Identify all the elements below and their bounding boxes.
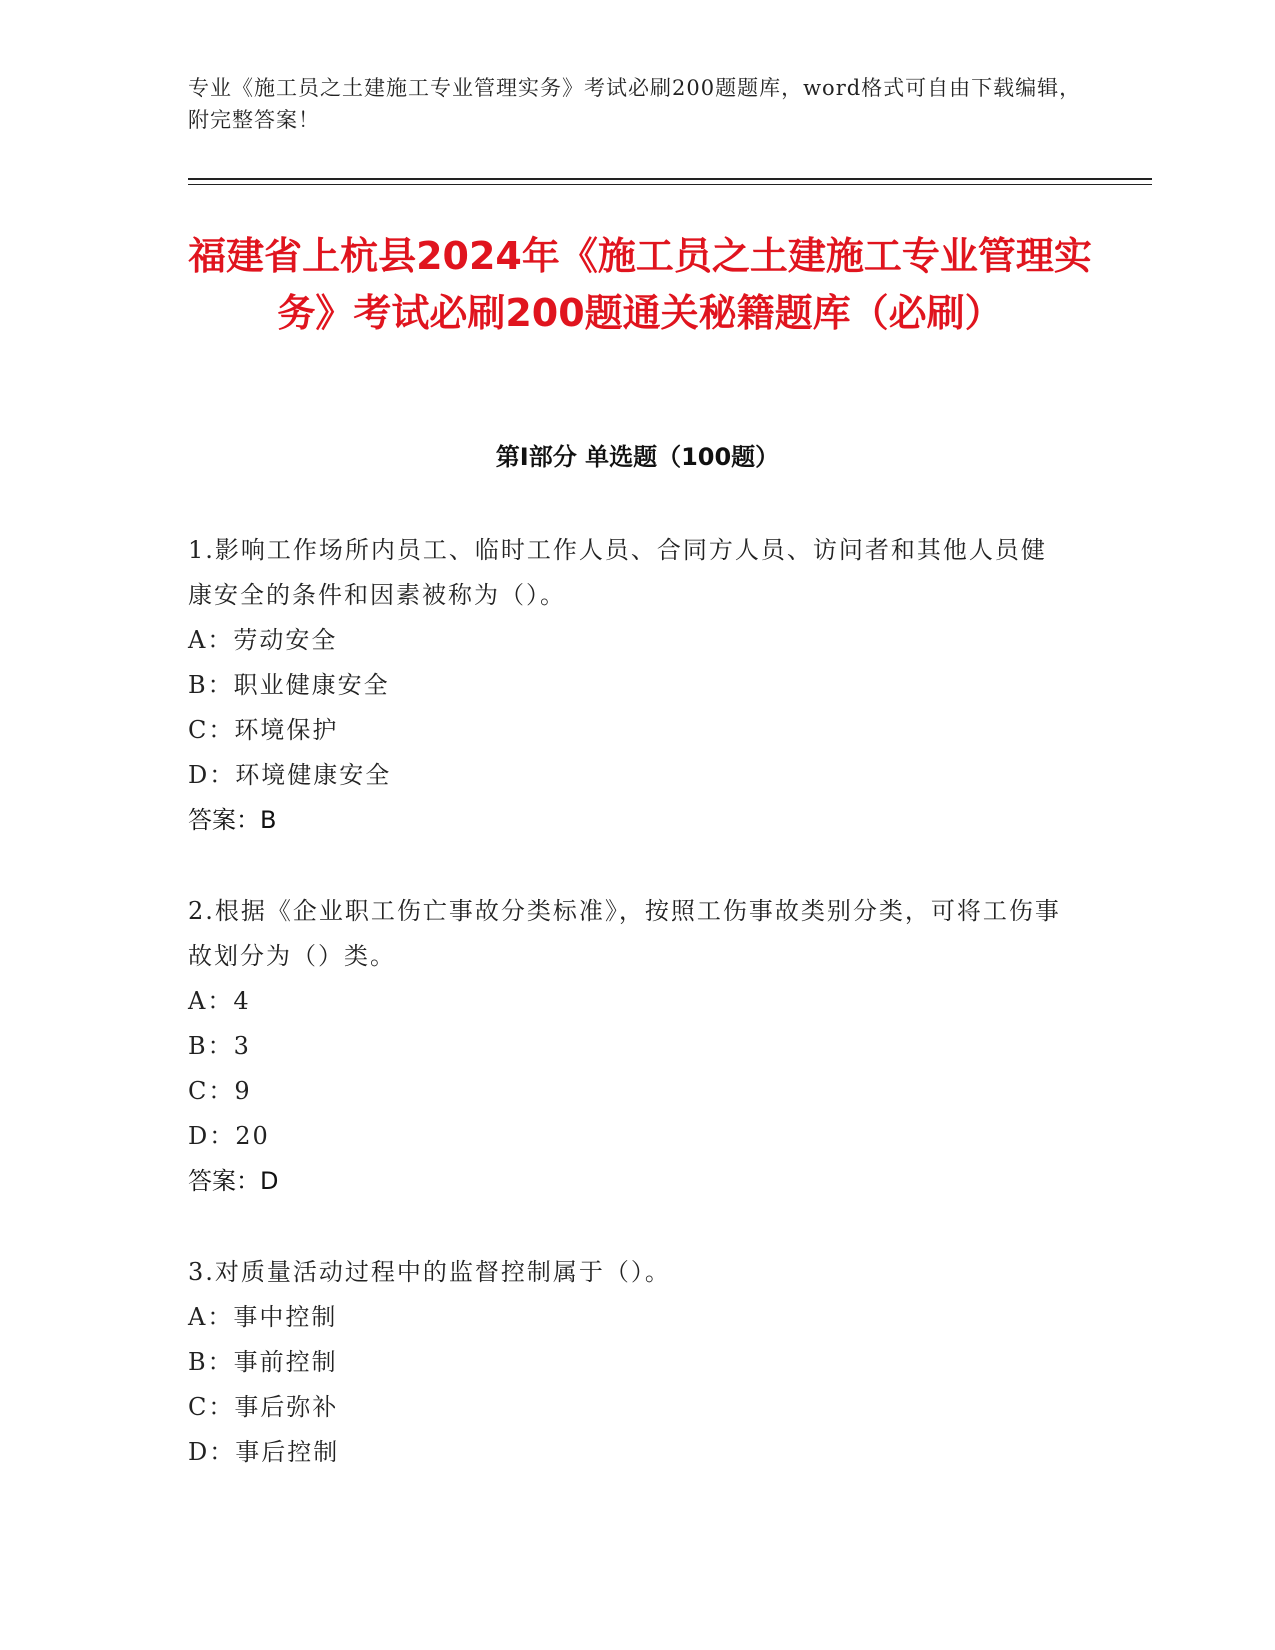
- header-rule-thin: [188, 184, 1152, 185]
- option-b: B：3: [188, 1032, 251, 1060]
- option-a: A：4: [188, 987, 251, 1015]
- question-2: [188, 889, 1068, 1204]
- question-stem: 2.根据《企业职工伤亡事故分类标准》，按照工伤事故类别分类，可将工伤事故划分为（）类。: [188, 897, 1061, 970]
- option-d: D：20: [188, 1122, 270, 1150]
- section-heading: 第I部分 单选题（100题）: [495, 443, 780, 471]
- header-note: 专业《施工员之土建施工专业管理实务》考试必刷200题题库，word格式可自由下载编辑，附完整答案！: [188, 76, 1082, 132]
- option-c: C：环境保护: [188, 716, 339, 744]
- answer: 答案：D: [188, 1167, 279, 1195]
- option-b: B：事前控制: [188, 1348, 338, 1376]
- option-c: C：事后弥补: [188, 1393, 339, 1421]
- option-d: D：事后控制: [188, 1438, 340, 1466]
- question-list: [188, 528, 1068, 1521]
- question-stem: 1.影响工作场所内员工、临时工作人员、合同方人员、访问者和其他人员健康安全的条件和因素被称为（）。: [188, 536, 1047, 609]
- document-title: 福建省上杭县2024年《施工员之土建施工专业管理实务》考试必刷200题通关秘籍题库（必刷）: [188, 234, 1092, 335]
- question-1: [188, 528, 1068, 843]
- option-a: A：劳动安全: [188, 626, 338, 654]
- option-d: D：环境健康安全: [188, 761, 392, 789]
- question-3: [188, 1250, 1068, 1475]
- option-a: A：事中控制: [188, 1303, 338, 1331]
- answer: 答案：B: [188, 806, 277, 834]
- header-rule: [188, 178, 1152, 180]
- option-b: B：职业健康安全: [188, 671, 390, 699]
- question-stem: 3.对质量活动过程中的监督控制属于（）。: [188, 1258, 671, 1286]
- option-c: C：9: [188, 1077, 252, 1105]
